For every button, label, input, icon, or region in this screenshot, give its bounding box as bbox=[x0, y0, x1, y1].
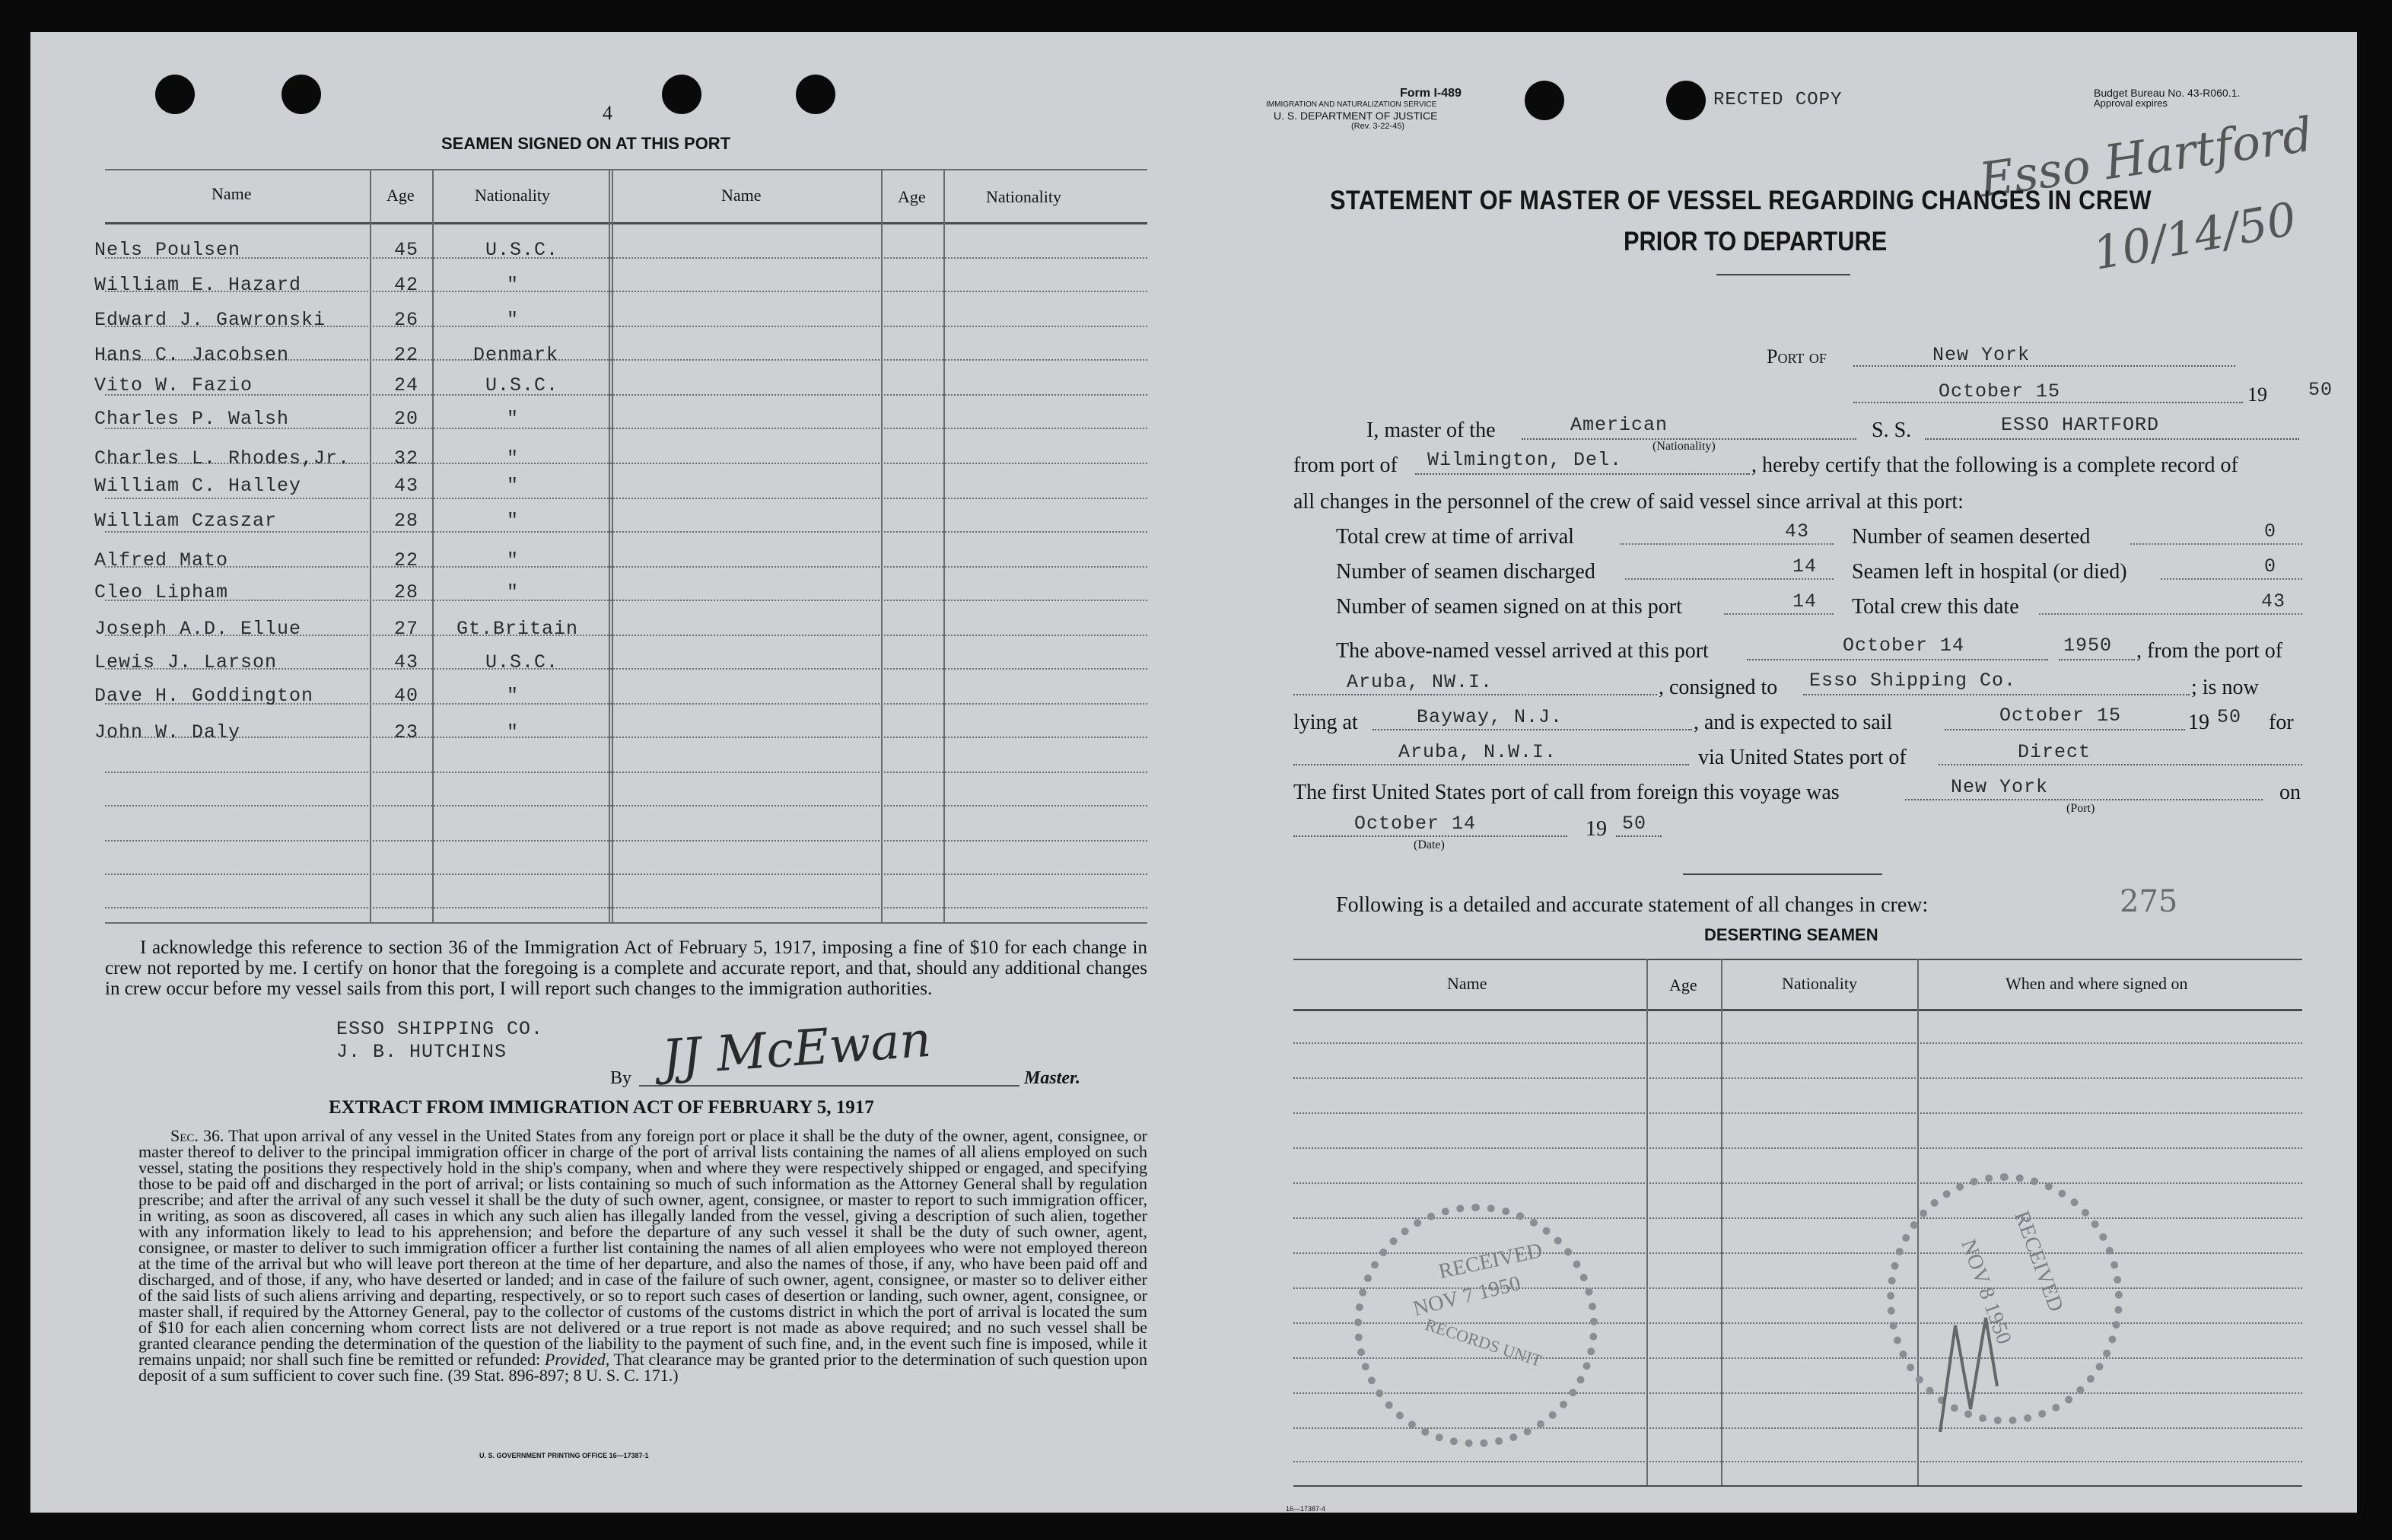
report-year-prefix: 19 bbox=[2247, 383, 2267, 406]
certify-text: , hereby certify that the following is a complete record of bbox=[1751, 453, 2238, 477]
seaman-name: Joseph A.D. Ellue bbox=[94, 618, 302, 640]
sail-year-prefix: 19 bbox=[2188, 711, 2209, 734]
printer-mark-left: U. S. GOVERNMENT PRINTING OFFICE 16—17387-1 bbox=[479, 1452, 649, 1459]
seaman-name: Alfred Mato bbox=[94, 549, 229, 571]
seaman-name: Cleo Lipham bbox=[94, 581, 229, 603]
destination: Aruba, N.W.I. bbox=[1398, 741, 1557, 763]
punch-hole bbox=[155, 75, 195, 114]
agency-line-2: U. S. DEPARTMENT OF JUSTICE bbox=[1274, 110, 1438, 122]
received-stamp bbox=[1354, 1204, 1598, 1447]
seaman-name: Hans C. Jacobsen bbox=[94, 344, 290, 366]
on-label: on bbox=[2279, 781, 2301, 804]
arrived-label: The above-named vessel arrived at this port bbox=[1336, 639, 1709, 663]
origin-port: Aruba, NW.I. bbox=[1347, 671, 1493, 693]
consigned-label: , consigned to bbox=[1659, 676, 1778, 699]
signed-on-value: 14 bbox=[1792, 590, 1818, 612]
deserting-col-name: Name bbox=[1447, 974, 1487, 993]
seaman-name: Lewis J. Larson bbox=[94, 651, 278, 673]
punch-hole bbox=[662, 75, 701, 114]
seaman-nationality: " bbox=[507, 274, 520, 296]
seaman-age: 28 bbox=[394, 581, 419, 603]
following-label: Following is a detailed and accurate statement of all changes in crew: bbox=[1336, 893, 1929, 917]
agency-line-1: IMMIGRATION AND NATURALIZATION SERVICE bbox=[1266, 100, 1437, 109]
page-number: 4 bbox=[603, 102, 612, 124]
handwritten-ship-name: Esso Hartford bbox=[1976, 106, 2317, 208]
deserted-label: Number of seamen deserted bbox=[1852, 525, 2091, 549]
seaman-nationality: " bbox=[507, 309, 520, 331]
signed-on-title: SEAMEN SIGNED ON AT THIS PORT bbox=[441, 134, 731, 153]
initials-scribble bbox=[1925, 1295, 2016, 1447]
col-header-name: Name bbox=[212, 184, 252, 203]
sail-year: 50 bbox=[2217, 706, 2242, 728]
deserted-value: 0 bbox=[2264, 520, 2277, 542]
from-port-label: from port of bbox=[1293, 453, 1398, 477]
seaman-nationality: U.S.C. bbox=[485, 651, 559, 673]
acknowledgement-text: I acknowledge this reference to section 36 of the Immigration Act of February 5, 1917, imposing a fine of $10 for each change in crew not reported by me. I certify on honor that the foregoing is a complete and accurate report, and that, should any additional changes in crew occur before my vessel sails from this port, I will report such changes to the immigration authorities. bbox=[105, 937, 1147, 999]
seaman-name: Charles L. Rhodes,Jr. bbox=[94, 447, 351, 469]
handwritten-number: 275 bbox=[2120, 884, 2178, 919]
seaman-nationality: " bbox=[507, 685, 520, 707]
extract-title: EXTRACT FROM IMMIGRATION ACT OF FEBRUARY 5, 1917 bbox=[329, 1097, 874, 1118]
seaman-name: John W. Daly bbox=[94, 721, 241, 743]
seaman-age: 26 bbox=[394, 309, 419, 331]
seaman-age: 32 bbox=[394, 447, 419, 469]
seaman-name: Charles P. Walsh bbox=[94, 408, 290, 430]
extract-text: Sec. 36. That upon arrival of any vessel in the United States from any foreign port or place it shall be the duty of the owner, agent, consignee, or master thereof to deliver to the principal immigration officer in charge of the port of arrival lists containing the names of all aliens employed on such vessel, stating the positions they respectively hold in the ship's company, when and where they were respectively shipped or engaged, and specifying those to be paid off and discharged in the port of arrival; or lists containing so much of such information as the Attorney General shall by regulation prescribe; and after the arrival of any such vessel it shall be the duty of such owner, agent, consignee, or master to report to such immigration officer, in writing, as soon as discovered, all cases in which any such alien has illegally landed from the vessel, giving a description of such alien, together with any information likely to lead to his apprehension; and before the departure of any such vessel it shall be the duty of such owner, agent, consignee, or master to deliver to such immigration officer a further list containing the names of all alien employees who were not employed thereon at the time of the arrival but who will leave port thereon at the time of her departure, and also the names of those, if any, who have been paid off and discharged, and of those, if any, who have deserted or landed; and in case of the failure of such owner, agent, consignee, or master so to deliver either of the said lists of such aliens arriving and departing, respectively, or so to report such cases of desertion or landing, such owner, agent, consignee, or master shall, if required by the Attorney General, pay to the collector of customs of the customs district in which the port of arrival is located the sum of $10 for each alien concerning whom correct lists are not delivered or a true report is not made as above required; and no such vessel shall be granted clearance pending the determination of the question of the liability to the payment of such fine, and, in the event such fine is imposed, while it remains unpaid; nor shall such fine be remitted or refunded: Provided, That clearance may be granted prior to the determination of such question upon deposit of a sum sufficient to cover such fine. (39 Stat. 896-897; 8 U. S. C. 171.) bbox=[138, 1126, 1148, 1385]
seaman-age: 23 bbox=[394, 721, 419, 743]
seaman-nationality: " bbox=[507, 581, 520, 603]
deserting-col-age: Age bbox=[1669, 975, 1697, 994]
deserting-title: DESERTING SEAMEN bbox=[1704, 925, 1878, 944]
is-now-label: ; is now bbox=[2191, 676, 2259, 699]
col-header-age-2: Age bbox=[898, 187, 926, 206]
seaman-name: Edward J. Gawronski bbox=[94, 309, 326, 331]
seaman-nationality: U.S.C. bbox=[485, 374, 559, 396]
seaman-nationality: Gt.Britain bbox=[456, 618, 579, 640]
by-label: By bbox=[610, 1068, 632, 1088]
corrected-copy-stamp: RECTED COPY bbox=[1713, 90, 1843, 110]
from-port-of-label: , from the port of bbox=[2136, 639, 2283, 663]
document-sheet bbox=[30, 32, 2357, 1513]
seaman-age: 24 bbox=[394, 374, 419, 396]
punch-hole bbox=[282, 75, 321, 114]
deserting-col-when: When and where signed on bbox=[2006, 974, 2188, 993]
report-date: October 15 bbox=[1939, 380, 2061, 402]
seaman-nationality: " bbox=[507, 447, 520, 469]
seaman-age: 22 bbox=[394, 344, 419, 366]
consignee: Esso Shipping Co. bbox=[1809, 670, 2017, 692]
seaman-nationality: " bbox=[507, 408, 520, 430]
arrived-date: October 14 bbox=[1843, 635, 1965, 657]
deserting-col-nationality: Nationality bbox=[1782, 974, 1857, 993]
via-port: Direct bbox=[2018, 741, 2091, 763]
hospital-label: Seamen left in hospital (or died) bbox=[1852, 560, 2127, 584]
seaman-nationality: Denmark bbox=[473, 344, 559, 366]
received-stamp-unit: RECORDS UNIT bbox=[1423, 1314, 1544, 1371]
port-of-value: New York bbox=[1932, 344, 2031, 366]
certify-text-2: all changes in the personnel of the crew of said vessel since arrival at this port: bbox=[1293, 490, 1964, 514]
port-of-label: Port of bbox=[1767, 345, 1827, 368]
col-header-nationality-2: Nationality bbox=[986, 187, 1061, 206]
expected-label: , and is expected to sail bbox=[1694, 711, 1893, 734]
seaman-age: 20 bbox=[394, 408, 419, 430]
first-year-prefix: 19 bbox=[1586, 817, 1607, 841]
first-port-label: The first United States port of call from foreign this voyage was bbox=[1293, 781, 1840, 804]
punch-hole bbox=[1525, 81, 1564, 120]
total-arrival-value: 43 bbox=[1785, 520, 1810, 542]
total-date-value: 43 bbox=[2261, 590, 2286, 612]
statement-title: STATEMENT OF MASTER OF VESSEL REGARDING CHANGES IN CREW bbox=[1330, 186, 2152, 215]
port-caption: (Port) bbox=[2066, 802, 2095, 815]
seaman-name: Vito W. Fazio bbox=[94, 374, 253, 396]
statement-subtitle: PRIOR TO DEPARTURE bbox=[1624, 227, 1888, 256]
col-header-age: Age bbox=[386, 186, 415, 205]
lying-at-value: Bayway, N.J. bbox=[1417, 706, 1563, 728]
seaman-age: 45 bbox=[394, 239, 419, 261]
seaman-age: 28 bbox=[394, 510, 419, 532]
agent-name: J. B. HUTCHINS bbox=[336, 1041, 507, 1063]
seaman-name: William Czaszar bbox=[94, 510, 278, 532]
total-arrival-label: Total crew at time of arrival bbox=[1336, 525, 1574, 549]
agent-company: ESSO SHIPPING CO. bbox=[336, 1018, 544, 1040]
first-port-value: New York bbox=[1951, 776, 2049, 798]
punch-hole bbox=[796, 75, 835, 114]
seaman-age: 22 bbox=[394, 549, 419, 571]
discharged-label: Number of seamen discharged bbox=[1336, 560, 1595, 584]
handwritten-date: 10/14/50 bbox=[2088, 192, 2301, 281]
master-of-label: I, master of the bbox=[1366, 418, 1496, 442]
lying-at-label: lying at bbox=[1293, 711, 1358, 734]
punch-hole bbox=[1666, 81, 1706, 120]
seaman-nationality: " bbox=[507, 510, 520, 532]
seaman-nationality: U.S.C. bbox=[485, 239, 559, 261]
seaman-nationality: " bbox=[507, 721, 520, 743]
master-signature: JJ McEwan bbox=[660, 1011, 934, 1087]
total-date-label: Total crew this date bbox=[1852, 595, 2019, 619]
seaman-age: 27 bbox=[394, 618, 419, 640]
budget-bureau: Budget Bureau No. 43-R060.1. bbox=[2094, 87, 2241, 99]
master-label: Master. bbox=[1024, 1068, 1081, 1088]
printer-mark-right: 16—17387-4 bbox=[1286, 1505, 1326, 1513]
arrived-year: 1950 bbox=[2063, 635, 2113, 657]
ss-label: S. S. bbox=[1872, 418, 1912, 442]
discharged-value: 14 bbox=[1792, 555, 1818, 578]
report-year: 50 bbox=[2308, 379, 2333, 401]
sail-date: October 15 bbox=[1999, 705, 2122, 727]
seaman-name: William E. Hazard bbox=[94, 274, 302, 296]
via-label: via United States port of bbox=[1698, 746, 1907, 769]
seaman-nationality: " bbox=[507, 549, 520, 571]
first-date: October 14 bbox=[1354, 813, 1477, 835]
budget-approval: Approval expires bbox=[2094, 97, 2168, 109]
nationality-caption: (Nationality) bbox=[1652, 440, 1716, 453]
seaman-age: 43 bbox=[394, 475, 419, 497]
signed-on-label: Number of seamen signed on at this port bbox=[1336, 595, 1682, 619]
vessel-nationality: American bbox=[1570, 414, 1668, 436]
seaman-age: 40 bbox=[394, 685, 419, 707]
seaman-age: 43 bbox=[394, 651, 419, 673]
seaman-nationality: " bbox=[507, 475, 520, 497]
received-stamp-label: RECEIVED bbox=[1436, 1238, 1545, 1284]
received-stamp-2-label: RECEIVED bbox=[2009, 1208, 2068, 1316]
received-stamp-date: NOV 7 1950 bbox=[1411, 1271, 1523, 1321]
first-year: 50 bbox=[1622, 813, 1647, 835]
from-port-value: Wilmington, Del. bbox=[1427, 449, 1623, 471]
seaman-name: Dave H. Goddington bbox=[94, 685, 314, 707]
form-number: Form I-489 bbox=[1400, 87, 1462, 100]
received-stamp-2-date: NOV 8 1950 bbox=[1956, 1236, 2016, 1348]
date-caption: (Date) bbox=[1414, 838, 1445, 851]
for-label: for bbox=[2269, 711, 2294, 734]
seaman-name: William C. Halley bbox=[94, 475, 302, 497]
hospital-value: 0 bbox=[2264, 555, 2277, 578]
ship-name: ESSO HARTFORD bbox=[2001, 414, 2160, 436]
form-revision: (Rev. 3-22-45) bbox=[1351, 122, 1405, 131]
col-header-name-2: Name bbox=[721, 186, 762, 205]
seaman-age: 42 bbox=[394, 274, 419, 296]
col-header-nationality: Nationality bbox=[475, 186, 550, 205]
seaman-name: Nels Poulsen bbox=[94, 239, 241, 261]
